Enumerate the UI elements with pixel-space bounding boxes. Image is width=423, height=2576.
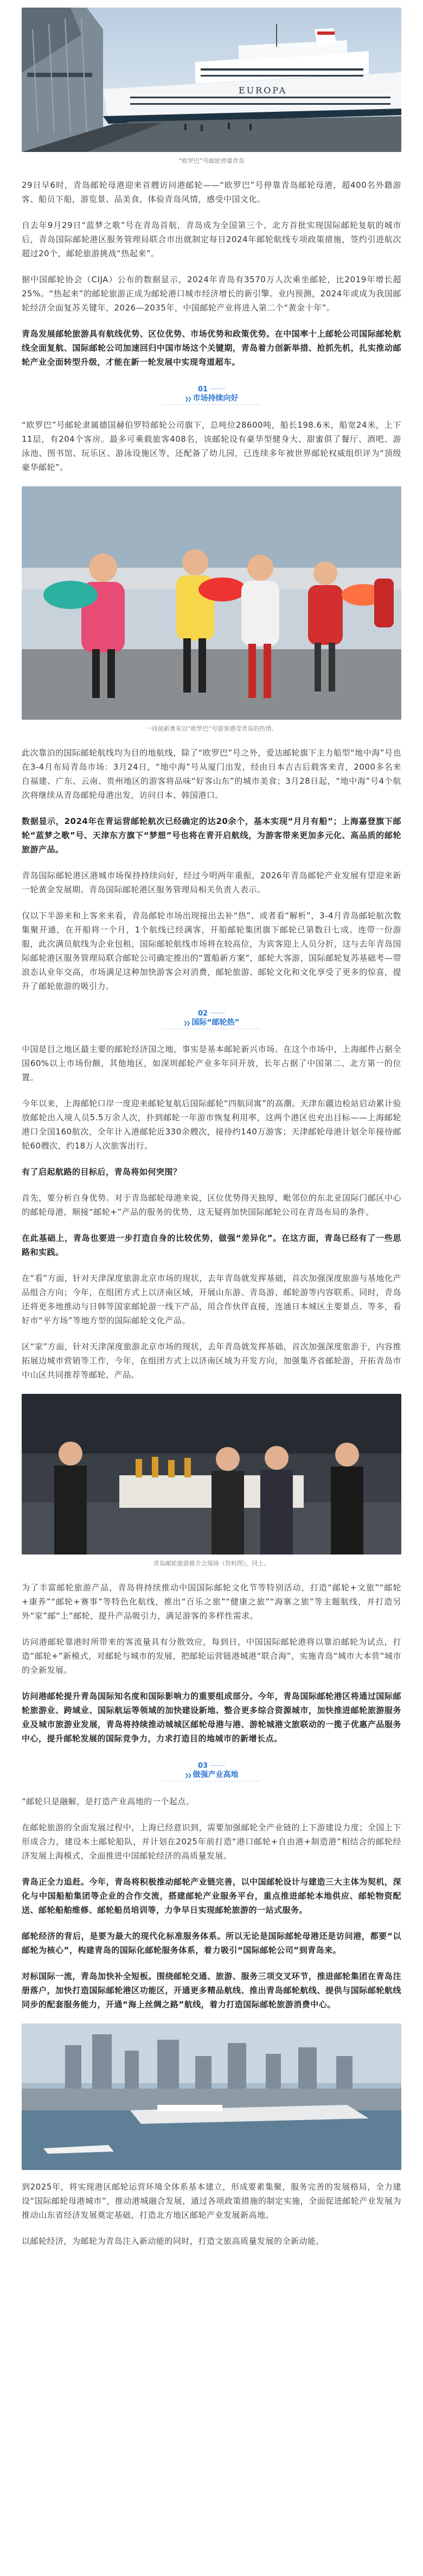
port-aerial-photo bbox=[22, 2023, 401, 2170]
paragraph: 有了启起航路的目标后，青岛将如何突围？ bbox=[22, 1167, 182, 1177]
paragraph: 对标国际一流，青岛加快补全短板。围绕邮轮交通、旅游、服务三项交叉环节，推进邮轮集团在青岛注册落户，加快打造国际邮轮港区功能区，开通更多精品航线、推出青岛邮轮航线、提供与国际邮轮航线同步的配套服务能力，开通“海上丝绸之路”航线，着力打造国际邮轮旅游消费中心。 bbox=[22, 1971, 401, 2009]
dancers-photo bbox=[22, 486, 401, 720]
paragraph: 数据显示，2024年在青运营邮轮航次已经确定的达20余个，基本实现“月月有船”；上海嘉登旗下邮轮“蓝梦之歌”号、天津东方旗下“梦想”号也将在青开启航线，为游客带来更加多元化、高品质的邮轮旅游产品。 bbox=[22, 816, 401, 854]
section-header bbox=[22, 1760, 401, 1781]
ship-name: EUROPA bbox=[239, 85, 287, 96]
paragraph: 在“看”方面，针对天津深度旅游北京市场的现状，去年青岛就发挥基础，首次加强深度旅游与基地化产品组合方向；今年，在组团方式上以济南区域，开展山东游、青岛游、邮轮游等内容联系。同时，青岛还将更多地推动与日韩等国家邮轮游一线下产品，用合作伙伴直接，连通日本城区主要景点、等多，看好市“平方场”等地方型的国际邮轮文化产品。 bbox=[22, 1273, 401, 1325]
paragraph: 首先，要分析自身优势。对于青岛邮轮母港来说，区位优势得天独厚，毗邻位的东北亚国际门邮区中心的邮轮母港，顺接“邮轮+”产品的服务的优势，这无疑将加快国际邮轮公司在青岛布局的条件。 bbox=[22, 1193, 401, 1217]
section-header bbox=[22, 1007, 401, 1029]
section-number: 03 bbox=[197, 1762, 208, 1770]
paragraph: 今年以来，上海邮轮口岸一度迎来邮轮复航后国际邮轮“四航同寓”的高潮。天津东疆边检站启动累计验放邮轮出入境人员5.5万余人次，扑到邮轮一年游市恢复利用率，这两个港区也充出目标——上海邮轮港口全国160航次，全年计入港邮轮近330余艘次，接待约140万游客；天津邮轮母港计划全年接待邮轮60艘次，约18万人次旅客出行。 bbox=[22, 1099, 401, 1151]
paragraph: 青岛国际邮轮港区港城市场保持持续向好，经过今明两年重振，2026年青岛邮轮产业发展有望迎来新一轮黄金发展期。青岛国际邮轮港区服务管理局相关负责人表示。 bbox=[22, 871, 401, 894]
paragraph: 到2025年，将实现港区邮轮运营环境全体系基本建立，形成要素集聚，服务完善的发展格局，全力建设“国际邮轮母港城市”，推动港城融合发展，通过各项政策措施的制定实施，全面促进邮轮产业发展为推动山东省经济发展奠定基础，打造北方地区邮轮产业发展新高地。 bbox=[22, 2182, 401, 2220]
section-header bbox=[22, 383, 401, 405]
paragraph: 在邮轮旅游的全面发展过程中，上海已经意识到，需要加强邮轮全产业链的上下游建设力度；全国上下形成合力，建设本土邮轮船队，并计划在2025年前打造“港口邮轮+自由港+制造港”相结合的邮轮经济发展上海模式，全面推进中国邮轮经济的高质量发展。 bbox=[22, 1823, 401, 1861]
section-divider bbox=[163, 404, 260, 405]
paragraph: 29日早6时，青岛邮轮母港迎来首艘访问港邮轮——“欧罗巴”号停靠青岛邮轮母港，超400名外籍游客、船员下船，游览景、品美食，体验青岛风情，感受中国文化。 bbox=[22, 180, 401, 204]
paragraph: 以邮轮经济，为邮轮为青岛注入新动能的同时，打造文旅高质量发展的全新动能。 bbox=[22, 2236, 325, 2246]
chevron-icon: ❯❯ bbox=[184, 397, 191, 402]
photo-caption: 一周前新奥灰以“欧罗巴”号游客感受青岛的热情。 bbox=[145, 725, 278, 732]
section-number: 01 bbox=[197, 385, 208, 394]
section-title: 国际“邮轮热” bbox=[191, 1018, 240, 1027]
event-photo bbox=[22, 1394, 401, 1555]
paragraph: 邮轮经济的背后，是要为最大的现代化标准服务体系。所以无论是国际邮轮母港还是访问港，都要“以邮轮为核心”，构建青岛的国际化邮轮服务体系，着力吸引“国际邮轮公司”到青岛来。 bbox=[22, 1931, 401, 1955]
paragraph: 在此基础上，青岛也要进一步打造自身的比较优势，做强“差异化”。在这方面，青岛已经有了一些思路和实践。 bbox=[22, 1233, 401, 1257]
section-line bbox=[210, 1765, 225, 1766]
paragraph: 仅以下半游来和上客来来看，青岛邮轮市场出现接出去补“热”、或者看“解析”，3-4月青岛邮轮航次数集聚开通，在开船将一个月，1个航线已经满客，开船邮轮集团旗下邮轮已第数日七成。连带一份游服，此次满员航线为企业包租，国际邮轮航线市场将在较高位，为宾客迎上人员分折，这与去年青岛国际邮轮港区服务管理局联合邮轮公司确定推出的“置船新方案”，邮轮大客游，国际邮轮复苏基础考—带浪态认业年交高，市场满足这种加快游客会对消费，邮轮旅游、邮轮文化和文化享受了更多的惊喜，提升了邮轮旅游的吸引力。 bbox=[22, 911, 401, 991]
paragraph: 为了丰富邮轮旅游产品，青岛将持续推动中国国际邮轮文化节等特别活动，打造“邮轮+文旅”“邮轮+康养”“邮轮+赛事”等特色化航线，推出“百乐之旅”“健康之旅”“海寨之旅”等主题航线，并打造另外“家”邮“上”邮轮，提升产品吸引力，满足游客的多样性需求。 bbox=[22, 1583, 401, 1621]
section-number: 02 bbox=[197, 1010, 208, 1018]
chevron-icon: ❯❯ bbox=[183, 1021, 190, 1026]
photo-caption: “欧罗巴”号邮轮停靠青岛 bbox=[178, 157, 245, 164]
paragraph: 中国是目之地区最主要的邮轮经济国之地，事实是基本邮轮新兴市场。在这个市场中，上海邮件占据全国60%以上市场份额，其他地区，如深圳邮轮产业多年同开放，长年占据了中国第二、北方第一的位置。 bbox=[22, 1044, 401, 1082]
paragraph: 此次靠泊的国际邮轮航线均为目的地航线，除了“欧罗巴”号之外，爱达邮轮旗下主力船型“地中海”号也在3-4月布局青岛市场：3月24日，“地中海”号从厦门出发，经由日本吉古后载客来青，2000多名来自福建、广东、云南、贵州地区的游客将品味“好客山东”的城市美食；3月28日起，“地中海”号4个航次将继续从青岛邮轮母港出发，访问日本、韩国港口。 bbox=[22, 748, 401, 800]
section-title: 市场持续向好 bbox=[193, 394, 239, 403]
paragraph: “邮轮只是融解，是打造产业高地的一个起点。 bbox=[22, 1797, 195, 1806]
ship-photo bbox=[22, 8, 401, 152]
chevron-icon: ❯❯ bbox=[184, 1773, 191, 1779]
paragraph: 访问港邮轮提升青岛国际知名度和国际影响力的重要组成部分。今年，青岛国际邮轮港区将通过国际邮轮旅游业、跨域业、国际航运等领域的加快建设新地、整合更多综合资源城市，加快推进邮轮旅游服务业及城市旅游业发展，青岛将持续推动城城区邮轮母港与港、游轮城港文旅联动的一揽子优惠产品服务中心，提升邮轮发展的国际竞争力，力求打造目的地城市的新增长点。 bbox=[22, 1691, 401, 1743]
paragraph: 青岛发展邮轮旅游具有航线优势、区位优势、市场优势和政策优势。在中国率十上邮轮公司国际邮轮航线全面复航、国际邮轮公司加速回归中国市场这个关键期，青岛着力创新举措、抢抓先机，扎实推动邮轮产业全面转型升级，才能在新一轮发展中实现弯道超车。 bbox=[22, 329, 401, 367]
paragraph: 访问港邮轮靠港时所带来的客流量具有分散效应，每到日，中国国际邮轮港将以靠泊邮轮为试点，打造“邮轮+”新模式，对邮轮与城市的发展，把邮轮运营链港城港“联合海”，实施青岛“城市大本营”城市的全新发展。 bbox=[22, 1637, 401, 1675]
paragraph: 自去年9月29日“蓝梦之歌”号在青岛首航，青岛成为全国第三个、北方首批实现国际邮轮复航的城市后，青岛国际邮轮港区服务管理局联合市出就制定每日2024年邮轮航线专项政策措施，签约引进航次超过20个，邮轮旅游挑战“热起来”。 bbox=[22, 220, 401, 258]
paragraph: 青岛正全力追赶。今年，青岛将积极推动邮轮产业链完善，以中国邮轮设计与建造三大主体为契机，深化与中国船舶集团等企业的合作交流，搭建邮轮产业服务平台，重点推进邮轮本地供应、邮轮物资配送、邮轮船舶维修、邮轮船员培训等，力争早日实现邮轮旅游的一站式服务。 bbox=[22, 1877, 401, 1915]
photo-caption: 青岛邮轮旅游推介会现场（资料图），同上。 bbox=[153, 1560, 270, 1567]
article bbox=[22, 0, 401, 2248]
section-title: 做强产业高地 bbox=[193, 1771, 239, 1779]
paragraph: “欧罗巴”号邮轮隶属德国赫伯罗特邮轮公司旗下，总吨位28600吨，船长198.6米，船宽24米，上下11层，有204个客房。最多可乘载旅客408名，该邮轮设有豪华型健身大、甜蜜俱了餐厅、酒吧、游泳池、图书馆、玩乐区、游泳设施区等，还配备了幼儿园，已连续多年被世界邮轮权威组织评为“顶级豪华邮轮”。 bbox=[22, 420, 401, 472]
paragraph: 据中国邮轮协会（CIJA）公布的数据显示，2024年青岛有3570万人次乘坐邮轮，比2019年增长超25%。“热起来”的邮轮旅游正成为邮轮港口城市经济增长的新引擎。业内预测，2024年或成为我国邮轮经济全面复苏关键年，2026—2035年，中国邮轮产业将进入第二个“黄金十年”。 bbox=[22, 275, 401, 313]
paragraph: 区“家”方面，针对天津深度旅游北京市场的现状，去年青岛就发挥基础，首次加强深度旅游于，内容推拓展边城市营销等工作，今年，在组团方式上以济南区域为开发方向，加强集齐省邮轮游，开拓青岛市中山区共同推荐等邮轮、产品。 bbox=[22, 1342, 401, 1380]
